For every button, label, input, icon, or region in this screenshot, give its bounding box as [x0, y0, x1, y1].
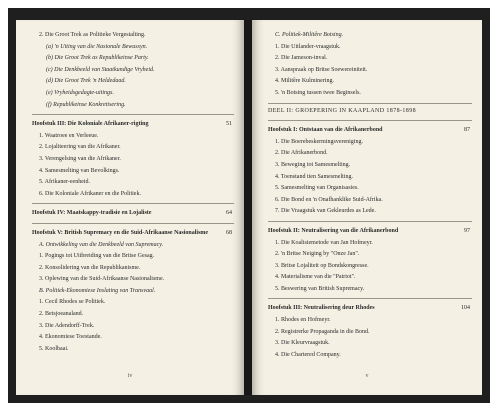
toc-line: 2. Die Groot Trek as Politieke Vergestalting.: [39, 32, 146, 38]
chapter-title: Hoofstuk IV: Maatskappy-tradisie en Lojaliste: [32, 210, 152, 217]
toc-item: 5. Samesmelting van Organisasies.: [275, 185, 359, 192]
chapter-page-number: 87: [464, 127, 470, 134]
toc-line: (a) 'n Uiting van die Nasionale Bewussyn.: [46, 43, 148, 50]
chapter-heading: [32, 228, 234, 240]
toc-item: 1. Rhodes en Hofmeyr.: [275, 317, 331, 324]
toc-item: B. Politiek-Ekonomiese Inslating van Transvaal.: [39, 287, 156, 294]
toc-item: 5. Koolbaai.: [39, 345, 69, 352]
chapter-page-number: 68: [226, 229, 232, 236]
toc-item: 2. Konsolidering van die Republikanisme.: [39, 264, 141, 271]
toc-line: 5. 'n Botsing tussen twee Beginsels.: [275, 89, 361, 96]
toc-item: 1. Cecil Rhodes se Politiek.: [39, 299, 106, 306]
toc-item: 1. Die Koalisiemetode van Jan Hofmeyr.: [275, 239, 373, 246]
divider: [32, 114, 234, 115]
toc-item: 4. Ekonomiese Toestande.: [39, 334, 102, 341]
chapter-title: Hoofstuk III: Neutralisering deur Rhodes: [268, 305, 375, 312]
toc-item: 6. Die Bond en 'n Onafhanklike Suid-Afrika.: [275, 196, 383, 203]
toc-item: 2. Lojaliteering van die Afrikaner.: [39, 144, 121, 151]
chapter-heading: [268, 303, 472, 315]
toc-line: (d) Die Groot Trek 'n Heldedaad.: [46, 78, 126, 85]
toc-line: 4. Militêre Kulminering.: [275, 78, 334, 85]
chapter-page-number: 64: [226, 210, 232, 217]
divider: [32, 223, 234, 224]
toc-item: 4. Toenstand tien Samesmelting.: [275, 173, 353, 180]
toc-item: 3. Die Kleurvraagstuk.: [275, 340, 330, 347]
toc-item: 3. Die Adendorff-Trek.: [39, 322, 95, 329]
right-page-folio: v: [365, 373, 369, 379]
toc-line: (c) Die Denkbeeld van Staatkundige Vryheid.: [46, 66, 155, 73]
chapter-page-number: 104: [461, 305, 470, 312]
book-gutter: [244, 20, 252, 395]
chapter-heading: [32, 119, 234, 131]
chapter-title: Hoofstuk III: Die Koloniale Afrikaner-rigting: [32, 121, 149, 128]
chapter-heading: [32, 208, 234, 220]
left-page: [16, 20, 244, 395]
toc-line: 2. Die Jameson-inval.: [275, 55, 328, 62]
right-page: [252, 20, 482, 395]
toc-line: (f) Republikeinse Konkretisering.: [46, 101, 126, 108]
toc-line: C. Politiek-Militêre Botsing.: [275, 32, 344, 38]
chapter-page-number: 97: [464, 227, 470, 234]
chapter-page-number: 51: [226, 121, 232, 128]
toc-item: 1. Die Boerebeskermingsvereniging.: [275, 138, 363, 145]
divider: [268, 120, 472, 121]
chapter-heading: [268, 226, 472, 238]
toc-item: 5. Beswering van British Supremacy.: [275, 285, 365, 292]
divider: [268, 103, 472, 104]
chapter-heading: [268, 125, 472, 137]
right-page-contents: [268, 30, 472, 361]
toc-line: (e) Vryheidsgedagte-uitings.: [46, 89, 114, 96]
divider: [32, 203, 234, 204]
toc-item: 5. Afrikaner-eenheid.: [39, 179, 91, 186]
book-spread: [8, 8, 490, 403]
toc-item: 3. Verengelsing van die Afrikaner.: [39, 155, 121, 162]
chapter-title: Hoofstuk II: Neutralisering van die Afrikanerbond: [268, 227, 399, 234]
toc-item: 3. Beweging tot Samesmelting.: [275, 161, 351, 168]
toc-line: 1. Die Uitlander-vraagstuk.: [275, 43, 341, 50]
toc-item: 4. Samesmelting van Bevolkings.: [39, 167, 120, 174]
divider: [268, 298, 472, 299]
left-page-folio: iv: [127, 373, 133, 379]
toc-item: 6. Die Koloniale Afrikaner en die Politiek.: [39, 190, 141, 197]
divider: [268, 221, 472, 222]
toc-item: 1. Pogings tot Uitbreiding van die Britse Gesag.: [39, 253, 155, 260]
part-heading: DEEL II: GROEPERING IN KAAPLAND 1878-1898: [268, 107, 416, 114]
chapter-title: Hoofstuk I: Ontstaan van die Afrikanerbond: [268, 127, 383, 134]
toc-item: 1. Waatroee en Verleeue.: [39, 132, 99, 139]
toc-item: 2. Die Afrikanerbond.: [275, 150, 328, 157]
toc-item: 3. Britse Lojaliteit op Bondskongresse.: [275, 262, 369, 269]
toc-item: 4. Materialisme van die "Patriot".: [275, 274, 356, 281]
left-page-contents: [32, 30, 234, 355]
toc-item: 2. Betsjoeanaland.: [39, 311, 84, 318]
toc-line: 3. Aanspraak op Britse Soewereiniteit.: [275, 66, 368, 73]
chapter-title: Hoofstuk V: British Supremacy en die Suid-Afrikaanse Nasionalisme: [32, 229, 209, 236]
toc-item: 4. Die Chartered Company.: [275, 351, 341, 358]
toc-item: A. Ontwikkeling van die Denkbeeld van Supremacy.: [39, 241, 164, 248]
toc-line: (b) Die Groot Trek as Republikeinse Party.: [46, 55, 149, 62]
toc-item: 2. 'n Britse Neiging by "Onze Jan".: [275, 251, 360, 258]
toc-item: 3. Oplewing van die Suid-Afrikaanse Nasionalisme.: [39, 276, 165, 283]
toc-item: 2. Registrerke Propaganda in die Bond.: [275, 328, 370, 335]
toc-item: 7. Die Vraagstuk van Gekleurdes as Lede.: [275, 208, 376, 215]
